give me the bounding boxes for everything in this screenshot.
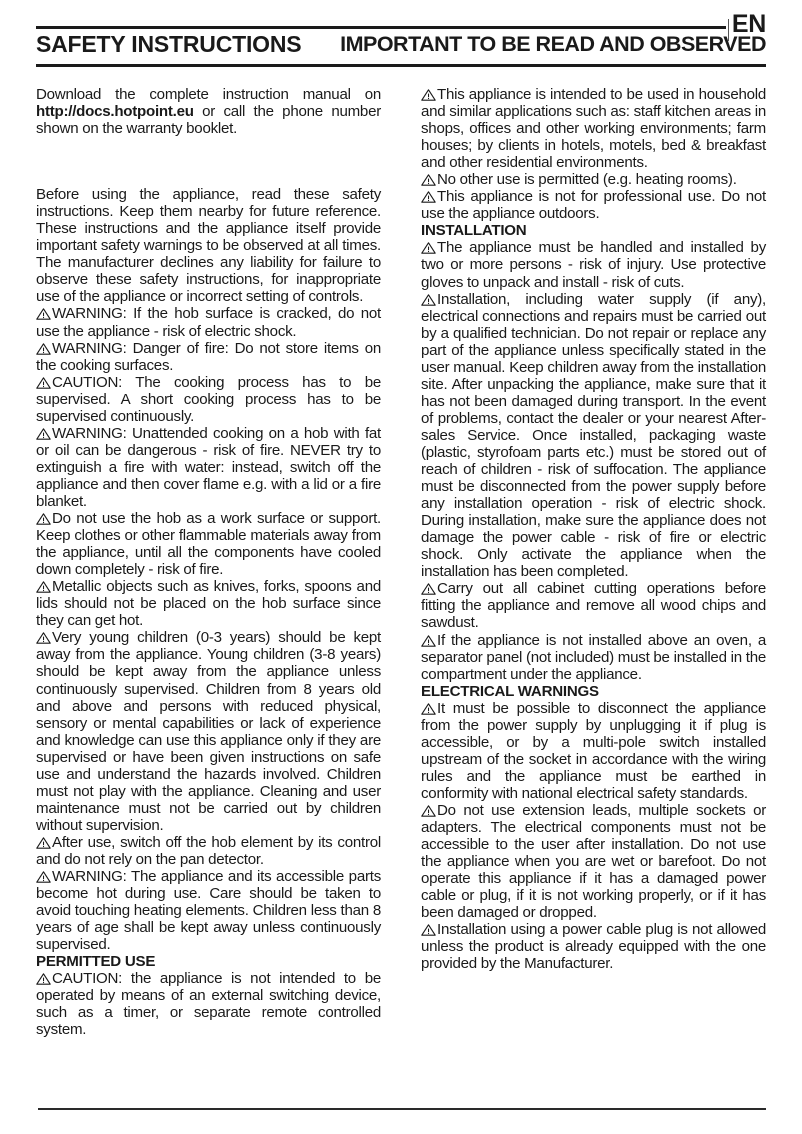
paragraph-hob-not-work-surface xyxy=(36,510,381,578)
warning-triangle-icon xyxy=(36,871,51,883)
warning-triangle-icon xyxy=(421,294,436,306)
paragraph-text: WARNING: If the hob surface is cracked, do not use the appliance - risk of electric shock. xyxy=(36,305,381,340)
page-subtitle: IMPORTANT TO BE READ AND OBSERVED xyxy=(340,32,766,56)
warning-triangle-icon xyxy=(36,343,51,355)
download-text-post: or call the phone number shown on the warranty booklet. xyxy=(36,103,381,138)
paragraph-warning-cracked-hob xyxy=(36,305,381,339)
paragraph-metallic-objects xyxy=(36,578,381,629)
paragraph-separator-panel xyxy=(421,632,766,683)
paragraph-text: If the appliance is not installed above an oven, a separator panel (not included) must be installed in the compartment under the appliance. xyxy=(421,631,766,683)
warning-triangle-icon xyxy=(421,242,436,254)
paragraph-not-professional-use xyxy=(421,188,766,222)
paragraph-text: Do not use extension leads, multiple sockets or adapters. The electrical components must not be accessible to the user after installation. Do not use the appliance when you are wet or barefoot. Do not operate this appliance if it has a damaged power cable or plug, if it is not working properly, or if it has been damaged or dropped. xyxy=(421,801,766,922)
paragraph-text: Metallic objects such as knives, forks, spoons and lids should not be placed on the hob surface since they can get hot. xyxy=(36,578,381,630)
paragraph-caution-external-switching xyxy=(36,970,381,1038)
paragraph-text: WARNING: The appliance and its accessible parts become hot during use. Care should be taken to avoid touching heating elements. Children less than 8 years of age shall be kept away unless continuously supervised. xyxy=(36,868,381,954)
paragraph-text: Installation using a power cable plug is not allowed unless the product is already equipped with the one provided by the Manufacturer. xyxy=(421,921,766,973)
paragraph-text: Very young children (0-3 years) should be kept away from the appliance. Young children (3-8 years) should be kept away from the appliance unless continuously supervised. Children from 8 years old and above and persons with reduced physical, sensory or mental capabilities or lack of experience and knowledge can use this appliance only if they are supervised or have been given instructions on safe use and understand the hazards involved. Children must not play with the appliance. Cleaning and user maintenance must not be carried out by children without supervision. xyxy=(36,629,381,834)
warning-triangle-icon xyxy=(421,89,436,101)
section-heading-permitted-use: PERMITTED USE xyxy=(36,953,156,971)
paragraph-text: Installation, including water supply (if any), electrical connections and repairs must be carried out by a qualified technician. Do not repair or replace any part of the appliance unless specifically stated in the user manual. Keep children away from the installation site. After unpacking the appliance, make sure that it has not been damaged during transport. In the event of problems, contact the dealer or your nearest After-sales Service. Once installed, packaging waste (plastic, styrofoam parts etc.) must be stored out of reach of children - risk of suffocation. The appliance must be disconnected from the power supply before any installation operation - risk of electric shock. During installation, make sure the appliance does not damage the power cable - risk of fire or electric shock. Only activate the appliance when the installation has been completed. xyxy=(421,290,766,581)
header-bottom-rule xyxy=(36,64,766,67)
header-top-rule xyxy=(36,26,726,29)
paragraph-before-using: Before using the appliance, read these safety instructions. Keep them nearby for future reference. These instructions and the appliance itself provide important safety warnings to be observed at all times. The manufacturer declines any liability for failure to observe these safety instructions, for inappropriate use of the appliance or incorrect setting of controls. xyxy=(36,186,381,306)
warning-triangle-icon xyxy=(421,174,436,186)
warning-triangle-icon xyxy=(421,191,436,203)
paragraph-text: CAUTION: The cooking process has to be supervised. A short cooking process has to be supervised continuously. xyxy=(36,373,381,425)
left-column xyxy=(36,86,381,1038)
paragraph-text: This appliance is not for professional use. Do not use the appliance outdoors. xyxy=(421,188,766,223)
paragraph-text: WARNING: Unattended cooking on a hob with fat or oil can be dangerous - risk of fire. NEVER try to extinguish a fire with water: instead, switch off the appliance and then cover flame e.g. with a lid or a fire blanket. xyxy=(36,424,381,510)
warning-triangle-icon xyxy=(36,428,51,440)
paragraph-spacer xyxy=(36,153,381,170)
paragraph-text: No other use is permitted (e.g. heating rooms). xyxy=(437,171,737,189)
warning-triangle-icon xyxy=(36,513,51,525)
page-title: SAFETY INSTRUCTIONS xyxy=(36,31,302,57)
paragraph-installation-qualified-technician xyxy=(421,291,766,581)
warning-triangle-icon xyxy=(36,973,51,985)
warning-triangle-icon xyxy=(421,805,436,817)
paragraph-warning-hot-parts xyxy=(36,868,381,953)
warning-triangle-icon xyxy=(36,837,51,849)
paragraph-after-use-switch-off xyxy=(36,834,381,868)
warning-triangle-icon xyxy=(36,632,51,644)
warning-triangle-icon xyxy=(421,924,436,936)
paragraph-warning-danger-fire xyxy=(36,340,381,374)
section-heading-installation: INSTALLATION xyxy=(421,222,527,240)
warning-triangle-icon xyxy=(36,377,51,389)
warning-triangle-icon xyxy=(421,583,436,595)
paragraph-caution-supervise-cooking xyxy=(36,374,381,425)
warning-triangle-icon xyxy=(36,581,51,593)
paragraph-text: It must be possible to disconnect the appliance from the power supply by unplugging it if plug is accessible, or by a multi-pole switch installed upstream of the socket in accordance with the wiring rules and the appliance must be earthed in conformity with national electrical safety standards. xyxy=(421,699,766,802)
warning-triangle-icon xyxy=(36,308,51,320)
paragraph-children-safety xyxy=(36,629,381,834)
paragraph-download-manual xyxy=(36,86,381,137)
paragraph-household-use xyxy=(421,86,766,171)
header-titles xyxy=(36,32,766,62)
warning-triangle-icon xyxy=(421,635,436,647)
language-code-badge: EN xyxy=(731,10,766,38)
paragraph-power-cable-plug xyxy=(421,921,766,972)
paragraph-no-other-use xyxy=(421,171,766,188)
footer-rule xyxy=(38,1108,766,1110)
paragraph-cabinet-cutting xyxy=(421,580,766,631)
paragraph-text: This appliance is intended to be used in household and similar applications such as: staff kitchen areas in shops, offices and other working environments; farm houses; by clients in hotels, motels, bed & breakfast and other residential environments. xyxy=(421,86,766,172)
paragraph-text: CAUTION: the appliance is not intended to be operated by means of an external switching device, such as a timer, or separate remote controlled system. xyxy=(36,970,381,1039)
section-heading-electrical-warnings: ELECTRICAL WARNINGS xyxy=(421,682,599,700)
download-text-pre: Download the complete instruction manual on xyxy=(36,86,381,103)
paragraph-text: WARNING: Danger of fire: Do not store items on the cooking surfaces. xyxy=(36,339,381,374)
warning-triangle-icon xyxy=(421,703,436,715)
manual-url[interactable]: http://docs.hotpoint.eu xyxy=(36,103,194,121)
page-header xyxy=(36,10,766,76)
paragraph-text: After use, switch off the hob element by its control and do not rely on the pan detector. xyxy=(36,833,381,868)
paragraph-text: The appliance must be handled and installed by two or more persons - risk of injury. Use protective gloves to unpack and install - risk of cuts. xyxy=(421,239,766,291)
paragraph-text: Carry out all cabinet cutting operations before fitting the appliance and remove all wood chips and sawdust. xyxy=(421,580,766,632)
paragraph-warning-unattended-cooking xyxy=(36,425,381,510)
paragraph-handled-two-persons xyxy=(421,239,766,290)
body-columns xyxy=(36,86,766,1046)
paragraph-text: Do not use the hob as a work surface or support. Keep clothes or other flammable materials away from the appliance, until all the components have cooled down completely - risk of fire. xyxy=(36,510,381,579)
right-column xyxy=(421,86,766,972)
paragraph-no-extension-leads xyxy=(421,802,766,921)
paragraph-disconnect-power-supply xyxy=(421,700,766,802)
